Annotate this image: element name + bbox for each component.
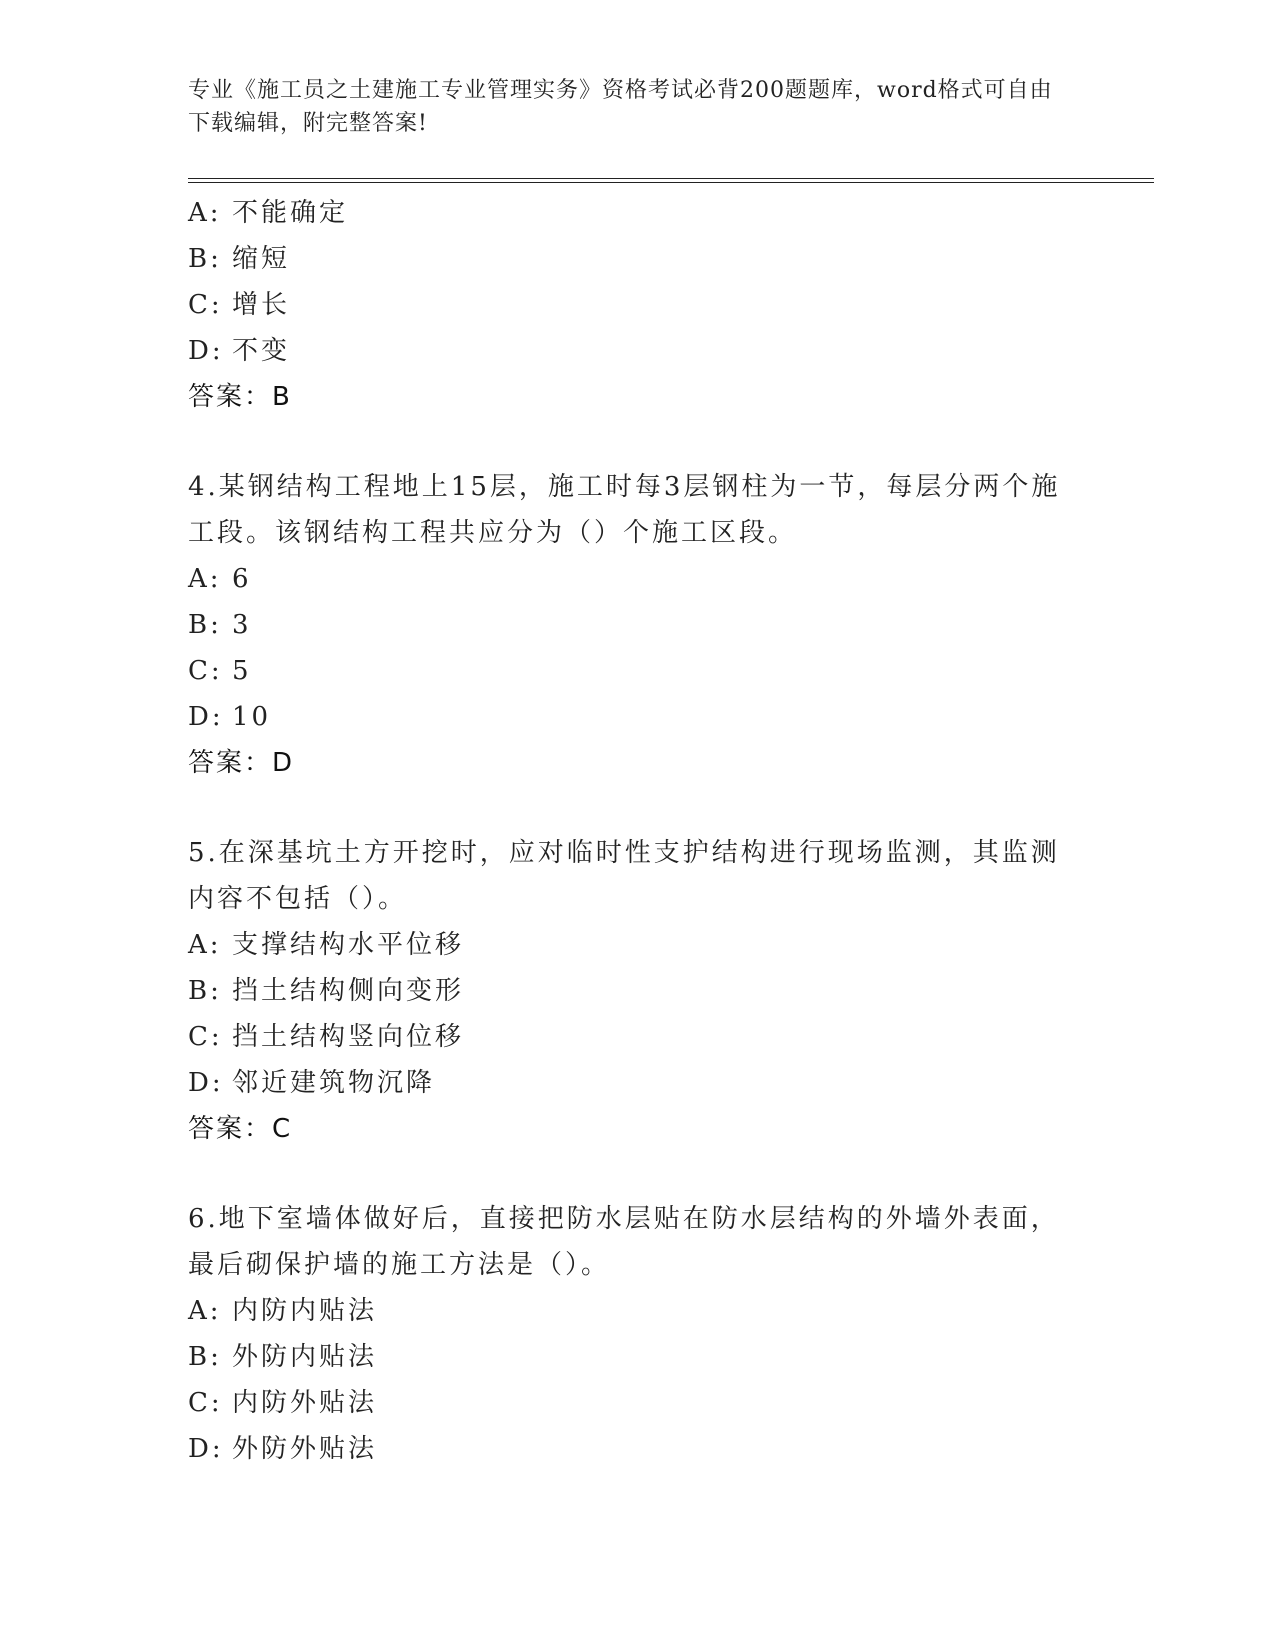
question-list bbox=[188, 190, 1088, 1472]
option-d bbox=[188, 1426, 1088, 1472]
option-text: 10 bbox=[232, 702, 272, 732]
option-c bbox=[188, 282, 1088, 328]
answer-line: 答案：B bbox=[188, 382, 292, 412]
option-text: 不变 bbox=[232, 336, 291, 366]
option-label: D: bbox=[188, 702, 224, 732]
option-label: D: bbox=[188, 336, 224, 366]
option-a bbox=[188, 922, 1088, 968]
option-text: 内防外贴法 bbox=[232, 1388, 378, 1418]
option-b bbox=[188, 1334, 1088, 1380]
option-label: B: bbox=[188, 244, 222, 274]
spacer bbox=[188, 786, 1088, 830]
option-a bbox=[188, 1288, 1088, 1334]
option-b bbox=[188, 236, 1088, 282]
option-label: B: bbox=[188, 1342, 222, 1372]
option-text: 增长 bbox=[232, 290, 291, 320]
answer-line: 答案：C bbox=[188, 1114, 293, 1144]
option-text: 外防内贴法 bbox=[232, 1342, 378, 1372]
option-text: 不能确定 bbox=[232, 198, 349, 228]
option-label: C: bbox=[188, 1388, 223, 1418]
option-text: 挡土结构侧向变形 bbox=[232, 976, 465, 1006]
option-c bbox=[188, 1014, 1088, 1060]
option-a bbox=[188, 190, 1088, 236]
spacer bbox=[188, 1152, 1088, 1196]
option-b bbox=[188, 968, 1088, 1014]
option-c bbox=[188, 648, 1088, 694]
option-label: B: bbox=[188, 976, 222, 1006]
option-text: 6 bbox=[232, 564, 252, 594]
option-label: A: bbox=[188, 198, 222, 228]
question-text: 4.某钢结构工程地上15层，施工时每3层钢柱为一节，每层分两个施工段。该钢结构工程共应分为（）个施工区段。 bbox=[188, 472, 1061, 548]
question-block-3 bbox=[188, 190, 1088, 420]
option-text: 支撑结构水平位移 bbox=[232, 930, 465, 960]
question-block-4 bbox=[188, 464, 1088, 786]
question-text: 5.在深基坑土方开挖时，应对临时性支护结构进行现场监测，其监测内容不包括（）。 bbox=[188, 838, 1060, 914]
option-d bbox=[188, 328, 1088, 374]
option-label: B: bbox=[188, 610, 222, 640]
option-b bbox=[188, 602, 1088, 648]
header-text: 专业《施工员之土建施工专业管理实务》资格考试必背200题题库，word格式可自由下载编辑，附完整答案! bbox=[188, 78, 1053, 136]
option-text: 内防内贴法 bbox=[232, 1296, 378, 1326]
document-header bbox=[188, 74, 1068, 140]
option-text: 邻近建筑物沉降 bbox=[232, 1068, 436, 1098]
option-d bbox=[188, 694, 1088, 740]
option-text: 3 bbox=[232, 610, 252, 640]
option-label: C: bbox=[188, 290, 223, 320]
option-label: A: bbox=[188, 564, 222, 594]
option-label: A: bbox=[188, 930, 222, 960]
spacer bbox=[188, 420, 1088, 464]
option-label: A: bbox=[188, 1296, 222, 1326]
answer-line: 答案：D bbox=[188, 748, 295, 778]
option-label: C: bbox=[188, 1022, 223, 1052]
question-block-5 bbox=[188, 830, 1088, 1152]
option-label: C: bbox=[188, 656, 223, 686]
option-label: D: bbox=[188, 1434, 224, 1464]
option-label: D: bbox=[188, 1068, 224, 1098]
option-text: 外防外贴法 bbox=[232, 1434, 378, 1464]
option-text: 5 bbox=[232, 656, 252, 686]
header-divider bbox=[188, 178, 1154, 183]
option-c bbox=[188, 1380, 1088, 1426]
option-text: 挡土结构竖向位移 bbox=[232, 1022, 465, 1052]
question-block-6 bbox=[188, 1196, 1088, 1472]
option-text: 缩短 bbox=[232, 244, 291, 274]
question-text: 6.地下室墙体做好后，直接把防水层贴在防水层结构的外墙外表面，最后砌保护墙的施工方法是（）。 bbox=[188, 1204, 1060, 1280]
option-d bbox=[188, 1060, 1088, 1106]
option-a bbox=[188, 556, 1088, 602]
